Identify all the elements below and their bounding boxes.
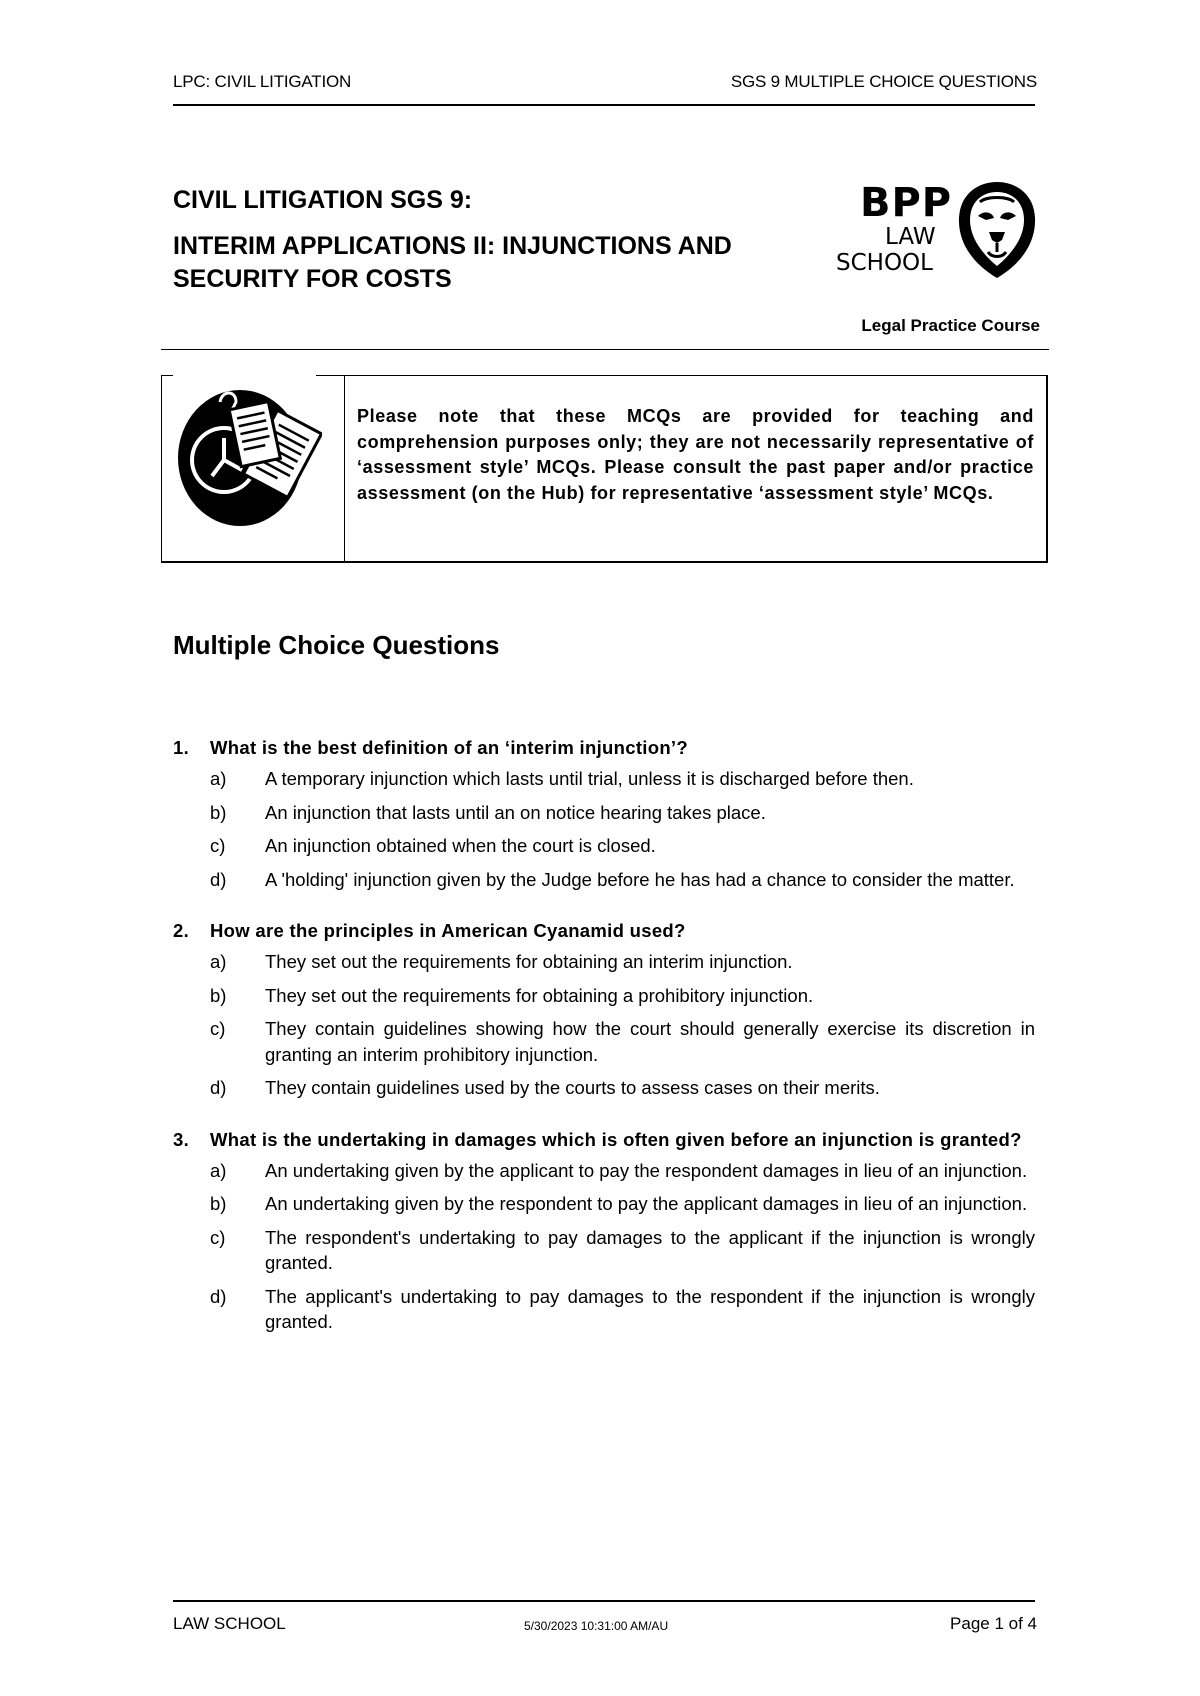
question-stem: [173, 735, 1035, 760]
answer-option: [173, 983, 1035, 1009]
logo-brand: BPP: [860, 180, 953, 226]
option-text: They set out the requirements for obtaining a prohibitory injunction.: [265, 984, 814, 1006]
option-letter: a): [210, 951, 227, 972]
option-letter: a): [210, 768, 227, 789]
option-text: A 'holding' injunction given by the Judge before he has had a chance to consider the matter.: [265, 868, 1015, 890]
question-number: 3.: [173, 1128, 190, 1150]
option-letter: c): [210, 1018, 226, 1039]
answer-option: [173, 833, 1035, 859]
option-text: They contain guidelines showing how the court should generally exercise its discretion in granting an interim prohibitory injunction.: [265, 1018, 1035, 1065]
option-letter: b): [210, 1193, 227, 1214]
question-number: 1.: [173, 737, 190, 758]
option-text: The respondent's undertaking to pay damages to the applicant if the injunction is wrongly granted.: [265, 1226, 1035, 1273]
question-stem: [173, 1127, 1035, 1152]
option-letter: d): [210, 868, 227, 890]
option-text: An injunction obtained when the court is closed.: [265, 835, 656, 856]
option-text: They set out the requirements for obtaining an interim injunction.: [265, 951, 793, 972]
answer-option: [173, 867, 1035, 893]
option-text: An undertaking given by the applicant to pay the respondent damages in lieu of an injunction.: [265, 1159, 1028, 1181]
notice-text: Please note that these MCQs are provided for teaching and comprehension purposes only; they are not necessarily representative of ‘assessment style’ MCQs. Please consult the past paper and/or practice assessment (on the Hub) for representative ‘assessment style’ MCQs.: [357, 406, 1034, 503]
question-item: [173, 735, 1035, 892]
answer-option: [173, 800, 1035, 826]
answer-option: [173, 1158, 1035, 1184]
option-text: The applicant's undertaking to pay damages to the respondent if the injunction is wrongly granted.: [265, 1285, 1035, 1332]
section-heading: Multiple Choice Questions: [173, 630, 500, 660]
option-letter: a): [210, 1159, 227, 1181]
question-stem: [173, 918, 1035, 943]
question-number: 2.: [173, 920, 190, 941]
option-letter: b): [210, 801, 227, 823]
logo-line1: LAW: [885, 224, 936, 250]
notice-box-divider: [344, 375, 345, 563]
answer-option: [173, 1225, 1035, 1276]
answer-option: [173, 1075, 1035, 1101]
clock-documents-icon: [172, 380, 322, 530]
answer-options: [173, 949, 1035, 1101]
question-text: What is the best definition of an ‘interim injunction’?: [210, 737, 688, 758]
option-text: An injunction that lasts until an on notice hearing takes place.: [265, 801, 766, 823]
option-letter: c): [210, 835, 226, 856]
answer-option: [173, 1016, 1035, 1067]
course-label: Legal Practice Course: [861, 316, 1040, 335]
question-item: [173, 1127, 1035, 1335]
notice-box-border: [161, 375, 162, 563]
answer-option: [173, 766, 1035, 792]
notice-box-border: [161, 375, 173, 376]
running-header-left: LPC: CIVIL LITIGATION: [173, 72, 352, 91]
document-subtitle: INTERIM APPLICATIONS II: INJUNCTIONS AND SECURITY FOR COSTS: [173, 232, 732, 293]
footer-page-number: Page 1 of 4: [950, 1614, 1037, 1633]
answer-option: [173, 1191, 1035, 1217]
answer-options: [173, 1158, 1035, 1335]
question-list: [173, 735, 1035, 1361]
option-letter: b): [210, 984, 227, 1006]
option-text: An undertaking given by the respondent to pay the applicant damages in lieu of an injunction.: [265, 1193, 1028, 1214]
question-text: How are the principles in American Cyanamid used?: [210, 920, 686, 941]
notice-box-border: [316, 375, 1048, 376]
header-rule: [173, 104, 1035, 106]
logo-line2: SCHOOL: [836, 250, 933, 276]
option-text: A temporary injunction which lasts until trial, unless it is discharged before then.: [265, 768, 914, 789]
option-text: They contain guidelines used by the courts to assess cases on their merits.: [265, 1077, 880, 1098]
option-letter: d): [210, 1285, 227, 1307]
option-letter: c): [210, 1226, 226, 1248]
title-rule: [161, 349, 1049, 350]
option-letter: d): [210, 1077, 227, 1098]
answer-options: [173, 766, 1035, 892]
answer-option: [173, 949, 1035, 975]
lion-head-icon: [956, 180, 1038, 280]
footer-left: LAW SCHOOL: [173, 1614, 286, 1633]
question-text: What is the undertaking in damages which is often given before an injunction is granted?: [210, 1128, 1022, 1150]
bpp-law-school-logo: [836, 180, 1036, 280]
answer-option: [173, 1284, 1035, 1335]
document-title: CIVIL LITIGATION SGS 9:: [173, 186, 473, 214]
question-item: [173, 918, 1035, 1101]
footer-rule: [173, 1600, 1035, 1602]
footer-timestamp: 5/30/2023 10:31:00 AM/AU: [524, 1619, 669, 1633]
running-header-right: SGS 9 MULTIPLE CHOICE QUESTIONS: [730, 72, 1037, 91]
